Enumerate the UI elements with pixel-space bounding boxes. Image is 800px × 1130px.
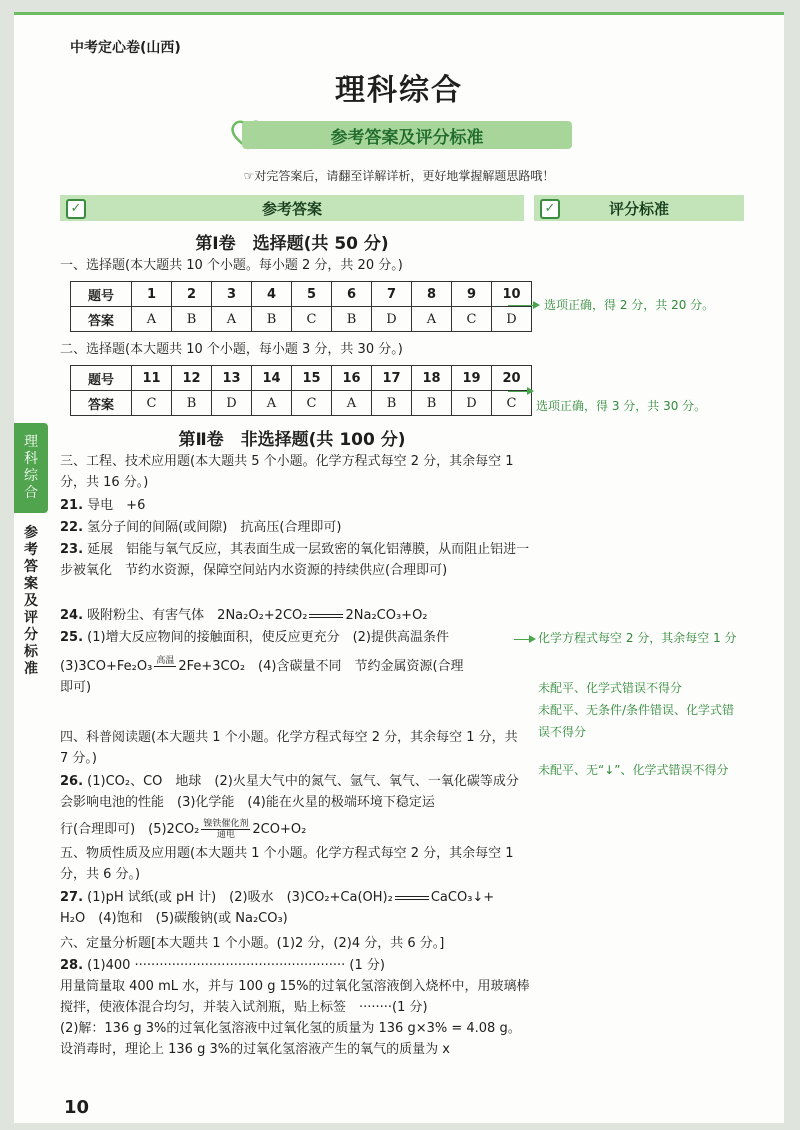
answer-section-title: 参考答案 (261, 199, 322, 218)
table-cell: D (372, 307, 412, 332)
standard-condition: 未配平、无条件/条件错误、化学式错误不得分 (538, 703, 735, 739)
table-cell: 18 (412, 366, 452, 391)
answer-text: 导电 +6 (87, 498, 146, 513)
side-label-char: 案 (24, 576, 38, 592)
checkbox-icon: ✓ (540, 199, 560, 219)
answer-line (60, 656, 530, 677)
answer-text: (1)CO₂、CO 地球 (2)火星大气中的氮气、氩气、氧气、一氧化碳等成分会影响电池的性能 (3)化学能 (4)能在火星的极端环境下稳定运 (60, 774, 519, 810)
standard-section-header (534, 195, 744, 221)
table-row (71, 307, 532, 332)
answer-text: (1)pH 试纸(或 pH 计) (2)吸水 (3)CO₂+Ca(OH)₂ (87, 890, 393, 905)
side-label-char: 参 (24, 525, 38, 541)
table-cell: 7 (372, 282, 412, 307)
table-cell: A (332, 391, 372, 416)
table-cell: 3 (212, 282, 252, 307)
table-row (71, 366, 532, 391)
table-cell: A (212, 307, 252, 332)
question-25 (60, 627, 530, 698)
side-tab-char: 科 (24, 451, 38, 467)
standard-part-1: 选项正确，得 2 分，共 20 分。 (544, 298, 715, 312)
answer-text: 延展 铝能与氧气反应，其表面生成一层致密的氧化铝薄膜，从而阻止铝进一步被氧化 节约水资源，保障空间站内水资源的持续供应(合理即可) (60, 542, 530, 578)
side-section-label (20, 525, 42, 678)
answer-table-2 (70, 365, 532, 416)
reaction-condition (201, 819, 250, 840)
side-label-char: 答 (24, 559, 38, 575)
table-cell: C (452, 307, 492, 332)
question-number: 25. (60, 630, 84, 645)
table-row (71, 282, 532, 307)
table-row (71, 391, 532, 416)
part-6-heading: 六、定量分析题[本大题共 1 个小题。(1)2 分，(2)4 分，共 6 分。] (60, 936, 445, 951)
condition-text: 镍铁催化剂 (203, 819, 249, 829)
answer-text: 2CO+O₂ (252, 822, 307, 837)
answer-text: CaCO₃↓+ (430, 890, 495, 905)
answer-line (60, 627, 530, 648)
answer-line (60, 887, 530, 908)
subject-side-tab (14, 423, 48, 513)
answer-line (60, 955, 530, 976)
question-21 (60, 495, 530, 516)
table-cell: 4 (252, 282, 292, 307)
page-title: 理科综合 (335, 73, 463, 108)
table-cell: 13 (212, 366, 252, 391)
answer-text: (3)3CO+Fe₂O₃ (60, 659, 153, 674)
table-cell: B (252, 307, 292, 332)
question-number: 26. (60, 774, 84, 789)
table-cell: 9 (452, 282, 492, 307)
table-cell: 6 (332, 282, 372, 307)
question-22 (60, 517, 530, 538)
side-label-char: 及 (24, 593, 38, 609)
answer-text: 用量筒量取 400 mL 水，并与 100 g 15%的过氧化氢溶液倒入烧杯中，用玻璃棒搅拌，使液体混合均匀，并装入试剂瓶，贴上标签 ········(1 分) (60, 979, 530, 1015)
volume-2-title: 第Ⅱ卷 非选择题(共 100 分) (178, 430, 406, 450)
equation-equals (309, 614, 343, 618)
answer-text: 氢分子间的间隔(或间隙) 抗高压(合理即可) (87, 520, 342, 535)
table-cell: 14 (252, 366, 292, 391)
equation-equals (395, 896, 429, 900)
answer-text: 2Na₂CO₃+O₂ (345, 608, 428, 623)
answer-page (14, 12, 784, 1123)
table-header-cell: 答案 (71, 307, 132, 332)
table-cell: 17 (372, 366, 412, 391)
part-2-heading: 二、选择题(本大题共 10 个小题，每小题 3 分，共 30 分。) (60, 342, 403, 357)
table-cell: A (132, 307, 172, 332)
condition-text: 高温 (156, 656, 175, 666)
table-cell: A (412, 307, 452, 332)
table-cell: A (252, 391, 292, 416)
part-3-heading: 三、工程、技术应用题(本大题共 5 个小题。化学方程式每空 2 分，其余每空 1 分，共 16 分。) (60, 454, 514, 490)
answer-text: (1)增大反应物间的接触面积，使反应更充分 (2)提供高温条件 (87, 630, 450, 645)
side-label-char: 准 (24, 661, 38, 677)
series-label: 中考定心卷(山西) (70, 40, 181, 56)
question-number: 27. (60, 890, 84, 905)
page-number: 10 (64, 1097, 90, 1118)
arrow-icon (508, 305, 538, 306)
question-23 (60, 539, 530, 581)
standard-chem-eq: 化学方程式每空 2 分，其余每空 1 分 (538, 631, 737, 645)
answer-text: 2Fe+3CO₂ (4)含碳量不同 节约金属资源(合理 (178, 659, 464, 674)
side-label-char: 评 (24, 610, 38, 626)
standard-part-2: 选项正确，得 3 分，共 30 分。 (536, 399, 707, 413)
table-header-cell: 题号 (71, 366, 132, 391)
side-tab-char: 综 (24, 468, 38, 484)
side-tab-char: 理 (24, 434, 38, 450)
question-number: 24. (60, 608, 84, 623)
table-header-cell: 答案 (71, 391, 132, 416)
question-26 (60, 771, 530, 840)
table-cell: 10 (492, 282, 532, 307)
table-cell: 15 (292, 366, 332, 391)
table-cell: 1 (132, 282, 172, 307)
side-label-char: 分 (24, 627, 38, 643)
table-cell: B (412, 391, 452, 416)
answer-line (60, 771, 530, 813)
table-cell: C (292, 391, 332, 416)
answer-line (60, 819, 530, 840)
part-4-heading: 四、科普阅读题(本大题共 1 个小题。化学方程式每空 2 分，其余每空 1 分，共 7 分。) (60, 730, 518, 766)
reaction-condition (154, 656, 176, 677)
question-number: 21. (60, 498, 84, 513)
question-number: 28. (60, 958, 84, 973)
table-cell: 8 (412, 282, 452, 307)
table-cell: 11 (132, 366, 172, 391)
answer-text: 行(合理即可) (5)2CO₂ (60, 822, 200, 837)
section-banner: 参考答案及评分标准 (242, 121, 572, 149)
table-cell: 12 (172, 366, 212, 391)
answer-text: (1)400 ··················································· (1 分) (87, 958, 385, 973)
question-number: 22. (60, 520, 84, 535)
side-label-char: 标 (24, 644, 38, 660)
answer-text: (2)解：136 g 3%的过氧化氢溶液中过氧化氢的质量为 136 g×3% = 4.08 g。 (60, 1021, 521, 1036)
side-tab-char: 合 (24, 485, 38, 501)
table-cell: 5 (292, 282, 332, 307)
checkbox-icon: ✓ (66, 199, 86, 219)
standard-section-title: 评分标准 (608, 199, 669, 218)
question-24 (60, 605, 530, 626)
answer-text: H₂O (4)饱和 (5)碳酸钠(或 Na₂CO₃) (60, 911, 288, 926)
answer-text: 即可) (60, 680, 92, 695)
question-27 (60, 887, 530, 929)
table-cell: B (372, 391, 412, 416)
table-cell: B (332, 307, 372, 332)
condition-text: 通电 (216, 830, 235, 840)
table-cell: C (292, 307, 332, 332)
part-1-heading: 一、选择题(本大题共 10 个小题。每小题 2 分，共 20 分。) (60, 258, 403, 273)
instruction-note: ☞对完答案后，请翻至详解详析，更好地掌握解题思路哦！ (243, 169, 555, 183)
side-label-char: 考 (24, 542, 38, 558)
question-28 (60, 955, 530, 1060)
part-5-heading: 五、物质性质及应用题(本大题共 1 个小题。化学方程式每空 2 分，其余每空 1 分，共 6 分。) (60, 846, 514, 882)
arrow-icon (508, 391, 532, 392)
question-number: 23. (60, 542, 84, 557)
answer-text: 吸附粉尘、有害气体 2Na₂O₂+2CO₂ (87, 608, 308, 623)
table-cell: 19 (452, 366, 492, 391)
table-cell: B (172, 391, 212, 416)
table-cell: D (452, 391, 492, 416)
table-cell: C (492, 391, 532, 416)
answer-table-1 (70, 281, 532, 332)
standard-unbalanced: 未配平、化学式错误不得分 (538, 681, 683, 695)
arrow-icon (514, 639, 534, 640)
table-cell: 2 (172, 282, 212, 307)
table-cell: 20 (492, 366, 532, 391)
table-cell: D (492, 307, 532, 332)
answer-section-header (60, 195, 524, 221)
table-cell: B (172, 307, 212, 332)
table-cell: 16 (332, 366, 372, 391)
table-header-cell: 题号 (71, 282, 132, 307)
volume-1-title: 第Ⅰ卷 选择题(共 50 分) (195, 234, 389, 254)
answer-text: 设消毒时，理论上 136 g 3%的过氧化氢溶液产生的氧气的质量为 x (60, 1042, 450, 1057)
table-cell: D (212, 391, 252, 416)
standard-precipitate: 未配平、无“↓”、化学式错误不得分 (538, 763, 729, 777)
table-cell: C (132, 391, 172, 416)
